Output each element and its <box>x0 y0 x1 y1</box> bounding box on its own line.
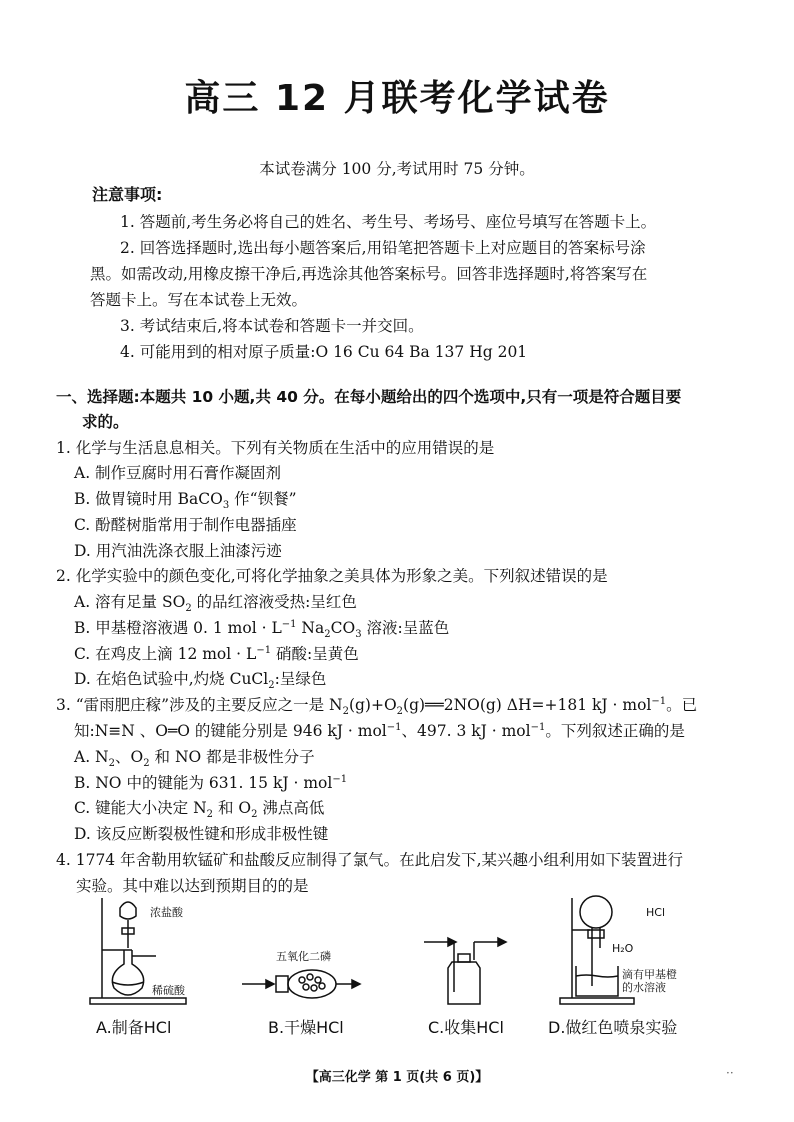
q3-option-b: B. NO 中的键能为 631. 15 kJ · mol$^{-1}$ <box>74 773 348 792</box>
figure-b-label: 五氧化二磷 <box>276 950 331 963</box>
figure-d-label-indicator1: 滴有甲基橙 <box>622 968 677 981</box>
q2-stem: 2. 化学实验中的颜色变化,可将化学抽象之美具体为形象之美。下列叙述错误的是 <box>56 567 608 585</box>
note-3: 3. 考试结束后,将本试卷和答题卡一并交回。 <box>120 317 424 335</box>
note-2b: 黑。如需改动,用橡皮擦干净后,再选涂其他答案标号。回答非选择题时,将答案写在 <box>90 265 648 283</box>
q4-stem-line1: 4. 1774 年舍勒用软锰矿和盐酸反应制得了氯气。在此启发下,某兴趣小组利用如下装置进行 <box>56 851 684 869</box>
q3-stem-line2: 知:N≡N 、O═O 的键能分别是 946 kJ · mol$^{-1}$、497. 3 kJ · mol$^{-1}$。下列叙述正确的是 <box>74 721 685 740</box>
figure-d-label-indicator2: 的水溶液 <box>622 981 666 994</box>
notes-heading: 注意事项: <box>92 185 163 204</box>
section-heading-line1: 一、选择题:本题共 10 小题,共 40 分。在每小题给出的四个选项中,只有一项是符合题目要 <box>56 388 682 406</box>
note-2a: 2. 回答选择题时,选出每小题答案后,用铅笔把答题卡上对应题目的答案标号涂 <box>120 239 646 257</box>
note-2c: 答题卡上。写在本试卷上无效。 <box>90 291 308 309</box>
q3-option-d: D. 该反应断裂极性键和形成非极性键 <box>74 825 329 843</box>
intro-text: 本试卷满分 100 分,考试用时 75 分钟。 <box>259 160 535 178</box>
note-1: 1. 答题前,考生务必将自己的姓名、考生号、考场号、座位号填写在答题卡上。 <box>120 213 657 231</box>
q2-option-b: B. 甲基橙溶液遇 0. 1 mol · $L^{-1}$ $Na_2CO_3$ 溶液:呈蓝色 <box>74 618 450 641</box>
q1-stem: 1. 化学与生活息息相关。下列有关物质在生活中的应用错误的是 <box>56 439 495 457</box>
q3-option-a: A. $N_2$、$O_2$ 和 NO 都是非极性分子 <box>74 748 315 770</box>
q1-option-d: D. 用汽油洗涤衣服上油漆污迹 <box>74 542 282 560</box>
q4-stem-line2: 实验。其中难以达到预期目的的是 <box>76 877 309 895</box>
figure-a-label-hcl-conc: 浓盐酸 <box>150 906 183 919</box>
figure-d-label-water: H₂O <box>612 942 634 955</box>
q2-option-d: D. 在焰色试验中,灼烧 CuCl$_2$:呈绿色 <box>74 670 327 692</box>
q2-option-a: A. 溶有足量 $SO_2$ 的品红溶液受热:呈红色 <box>74 593 357 615</box>
corner-mark: ·· <box>726 1066 734 1080</box>
figure-c-caption: C.收集HCl <box>428 1018 504 1037</box>
figure-b-drying-tube <box>240 964 370 1004</box>
q3-stem-line1: 3. “雷雨肥庄稼”涉及的主要反应之一是 $N_2(g)+O_2(g)══2NO(g)$ ΔH=+181 kJ · mol$^{-1}$。已 <box>56 695 698 718</box>
figure-c-collection-bottle <box>420 930 520 1010</box>
figure-a-label-acid: 稀硫酸 <box>152 984 185 997</box>
figure-b-caption: B.干燥HCl <box>268 1018 344 1037</box>
figure-d-label-hcl: HCl <box>646 906 666 919</box>
figure-a-caption: A.制备HCl <box>96 1018 172 1037</box>
q2-option-c: C. 在鸡皮上滴 12 mol · $L^{-1}$ 硝酸:呈黄色 <box>74 644 359 663</box>
q1-option-c: C. 酚醛树脂常用于制作电器插座 <box>74 516 297 534</box>
q1-option-b: B. 做胃镜时用 BaCO$_3$ 作“钡餐” <box>74 490 297 512</box>
q3-option-c: C. 键能大小决定 $N_2$ 和 $O_2$ 沸点高低 <box>74 799 325 821</box>
q1-option-a: A. 制作豆腐时用石膏作凝固剂 <box>74 464 282 482</box>
note-4: 4. 可能用到的相对原子质量:O 16 Cu 64 Ba 137 Hg 201 <box>120 343 528 361</box>
section-heading-line2: 求的。 <box>82 413 129 431</box>
figure-d-caption: D.做红色喷泉实验 <box>548 1018 678 1037</box>
page-footer: 【高三化学 第 1 页(共 6 页)】 <box>305 1070 489 1085</box>
page-title: 高三 12 月联考化学试卷 <box>184 78 610 119</box>
